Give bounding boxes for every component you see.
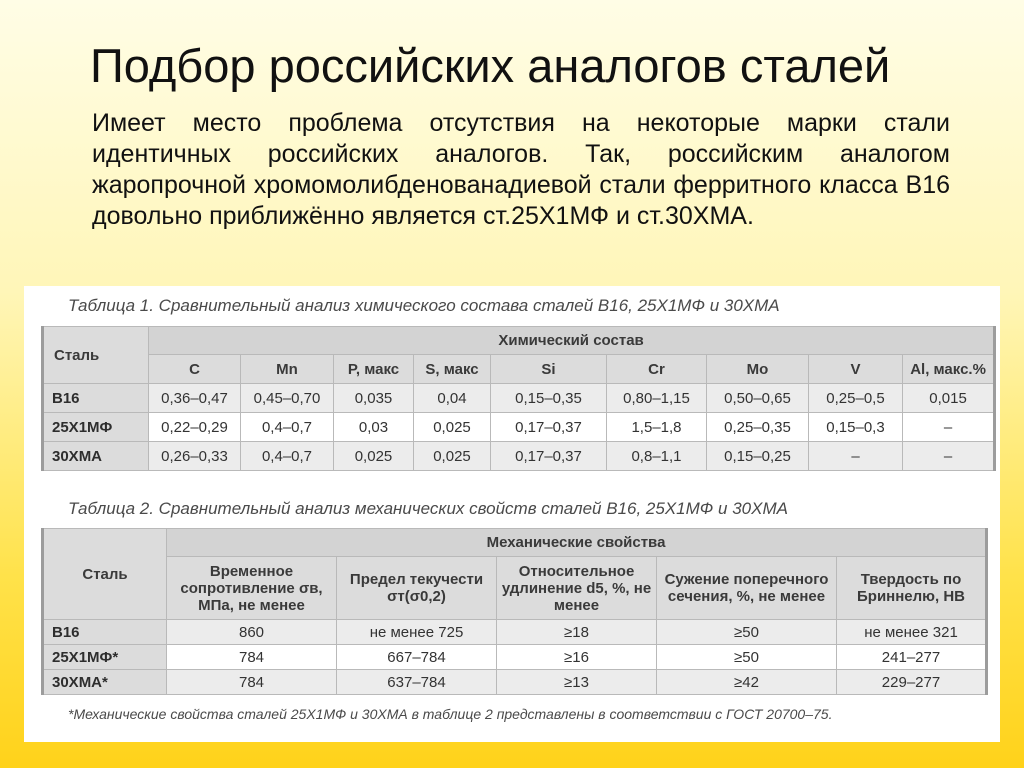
t1-col-header: P, макс (334, 355, 414, 384)
chemical-composition-table (41, 326, 996, 471)
t1-col-header: S, макс (414, 355, 491, 384)
tables-panel (24, 286, 1000, 742)
table-row (43, 413, 995, 442)
table-row (43, 384, 995, 413)
t1-cell: 0,17–0,37 (491, 442, 607, 471)
t1-col-header: Mn (241, 355, 334, 384)
t1-cell: – (903, 442, 995, 471)
t1-cell: 0,025 (414, 413, 491, 442)
t1-cell: 0,15–0,35 (491, 384, 607, 413)
t1-cell: 0,04 (414, 384, 491, 413)
t1-cell: 0,03 (334, 413, 414, 442)
t2-col-header: Твердость по Бриннелю, НВ (837, 557, 987, 620)
t1-cell: 0,36–0,47 (149, 384, 241, 413)
t1-steel-name: 25Х1МФ (43, 413, 149, 442)
t1-cell: – (809, 442, 903, 471)
t1-cell: 0,035 (334, 384, 414, 413)
t1-cell: 0,15–0,3 (809, 413, 903, 442)
t2-cell: 784 (167, 670, 337, 695)
intro-paragraph: Имеет место проблема отсутствия на некоторые марки стали идентичных российских аналогов. Так, российским аналогом жаропрочной хромомолибденованадиевой стали ферритного класса В16 довольно приближённо является ст.25Х1МФ и ст.30ХМА. (92, 109, 950, 230)
table1-caption: Таблица 1. Сравнительный анализ химического состава сталей В16, 25Х1МФ и 30ХМА (68, 296, 780, 315)
t1-cell: 0,8–1,1 (607, 442, 707, 471)
t2-cell: не менее 725 (337, 620, 497, 645)
t1-cell: 0,26–0,33 (149, 442, 241, 471)
t1-col-header: Al, макс.% (903, 355, 995, 384)
t2-col-header: Относительное удлинение d5, %, не менее (497, 557, 657, 620)
t2-cell: 667–784 (337, 645, 497, 670)
t2-cell: ≥13 (497, 670, 657, 695)
t1-col-header: V (809, 355, 903, 384)
t1-steel-header: Сталь (43, 327, 149, 384)
t2-cell: ≥50 (657, 620, 837, 645)
t1-cell: 0,17–0,37 (491, 413, 607, 442)
t2-col-header: Сужение поперечного сечения, %, не менее (657, 557, 837, 620)
t2-steel-header: Сталь (43, 529, 167, 620)
t1-cell: – (903, 413, 995, 442)
t2-cell: 241–277 (837, 645, 987, 670)
table-row (43, 620, 987, 645)
t1-cell: 1,5–1,8 (607, 413, 707, 442)
t1-cell: 0,25–0,35 (707, 413, 809, 442)
t2-cell: ≥16 (497, 645, 657, 670)
t2-steel-name: 30ХМА* (43, 670, 167, 695)
t1-cell: 0,50–0,65 (707, 384, 809, 413)
t1-steel-name: 30ХМА (43, 442, 149, 471)
t2-col-header: Предел текучести σт(σ0,2) (337, 557, 497, 620)
table-row (43, 670, 987, 695)
t1-col-header: Mo (707, 355, 809, 384)
t1-col-header: Si (491, 355, 607, 384)
slide-title: Подбор российских аналогов сталей (90, 39, 891, 92)
t2-steel-name: В16 (43, 620, 167, 645)
t1-cell: 0,25–0,5 (809, 384, 903, 413)
t1-cell: 0,15–0,25 (707, 442, 809, 471)
t1-cell: 0,80–1,15 (607, 384, 707, 413)
t2-group-header: Механические свойства (167, 529, 987, 557)
table-row (43, 442, 995, 471)
t1-cell: 0,025 (414, 442, 491, 471)
t2-steel-name: 25Х1МФ* (43, 645, 167, 670)
t1-cell: 0,45–0,70 (241, 384, 334, 413)
t1-cell: 0,4–0,7 (241, 442, 334, 471)
t2-cell: 637–784 (337, 670, 497, 695)
table-row (43, 645, 987, 670)
t2-cell: ≥50 (657, 645, 837, 670)
t2-cell: 784 (167, 645, 337, 670)
table2-footnote: *Механические свойства сталей 25Х1МФ и 30ХМА в таблице 2 представлены в соответствии с ГОСТ 20700–75. (68, 706, 833, 722)
t1-group-header: Химический состав (149, 327, 995, 355)
t2-cell: не менее 321 (837, 620, 987, 645)
t1-cell: 0,025 (334, 442, 414, 471)
t1-cell: 0,22–0,29 (149, 413, 241, 442)
t2-cell: 860 (167, 620, 337, 645)
t1-cell: 0,015 (903, 384, 995, 413)
t1-col-header: Cr (607, 355, 707, 384)
t1-cell: 0,4–0,7 (241, 413, 334, 442)
t2-cell: ≥18 (497, 620, 657, 645)
t1-steel-name: В16 (43, 384, 149, 413)
table2-caption: Таблица 2. Сравнительный анализ механических свойств сталей В16, 25Х1МФ и 30ХМА (68, 499, 788, 518)
t2-col-header: Временное сопротивление σв, МПа, не менее (167, 557, 337, 620)
t2-cell: ≥42 (657, 670, 837, 695)
t1-col-header: C (149, 355, 241, 384)
t2-cell: 229–277 (837, 670, 987, 695)
mechanical-properties-table (41, 528, 988, 695)
